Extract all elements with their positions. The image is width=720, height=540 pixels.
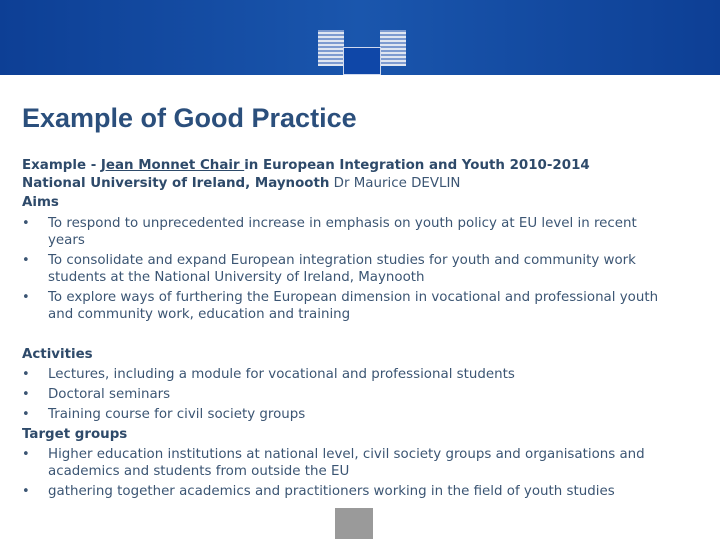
- european-commission-logo: [316, 26, 406, 92]
- bullet: •: [22, 447, 30, 462]
- example-line: [22, 158, 590, 173]
- target-item: Higher education institutions at national level, civil society groups and organisations and: [48, 447, 645, 462]
- aim-item-cont: years: [48, 233, 85, 248]
- aim-item: To consolidate and expand European integration studies for youth and community work: [48, 253, 636, 268]
- aims-heading: Aims: [22, 195, 59, 210]
- activity-item: Lectures, including a module for vocational and professional students: [48, 367, 515, 382]
- bullet: •: [22, 290, 30, 305]
- building-icon: [380, 30, 406, 66]
- institution-name: National University of Ireland, Maynooth: [22, 176, 330, 191]
- target-groups-heading: Target groups: [22, 427, 128, 442]
- footer-logo: [335, 508, 373, 539]
- activity-item: Training course for civil society groups: [48, 407, 306, 422]
- jean-monnet-link[interactable]: Jean Monnet Chair: [100, 158, 245, 173]
- institution-line: [22, 176, 460, 191]
- aim-item: To respond to unprecedented increase in emphasis on youth policy at EU level in recent: [48, 216, 637, 231]
- example-rest: in European Integration and Youth 2010-2014: [244, 158, 590, 173]
- eu-flag-icon: [343, 47, 381, 75]
- person-name: Dr Maurice DEVLIN: [329, 176, 461, 191]
- page-title: Example of Good Practice: [22, 103, 357, 133]
- aim-item-cont: and community work, education and training: [48, 307, 351, 322]
- bullet: •: [22, 216, 30, 231]
- bullet: •: [22, 387, 30, 402]
- bullet: •: [22, 407, 30, 422]
- bullet: •: [22, 484, 30, 499]
- target-item: gathering together academics and practitioners working in the field of youth studies: [48, 484, 615, 499]
- activity-item: Doctoral seminars: [48, 387, 171, 402]
- target-item-cont: academics and students from outside the EU: [48, 464, 350, 479]
- bullet: •: [22, 367, 30, 382]
- aim-item: To explore ways of furthering the European dimension in vocational and professional youth: [48, 290, 659, 305]
- activities-heading: Activities: [22, 347, 93, 362]
- example-prefix: Example -: [22, 158, 101, 173]
- building-icon: [318, 30, 344, 66]
- bullet: •: [22, 253, 30, 268]
- aim-item-cont: students at the National University of Ireland, Maynooth: [48, 270, 425, 285]
